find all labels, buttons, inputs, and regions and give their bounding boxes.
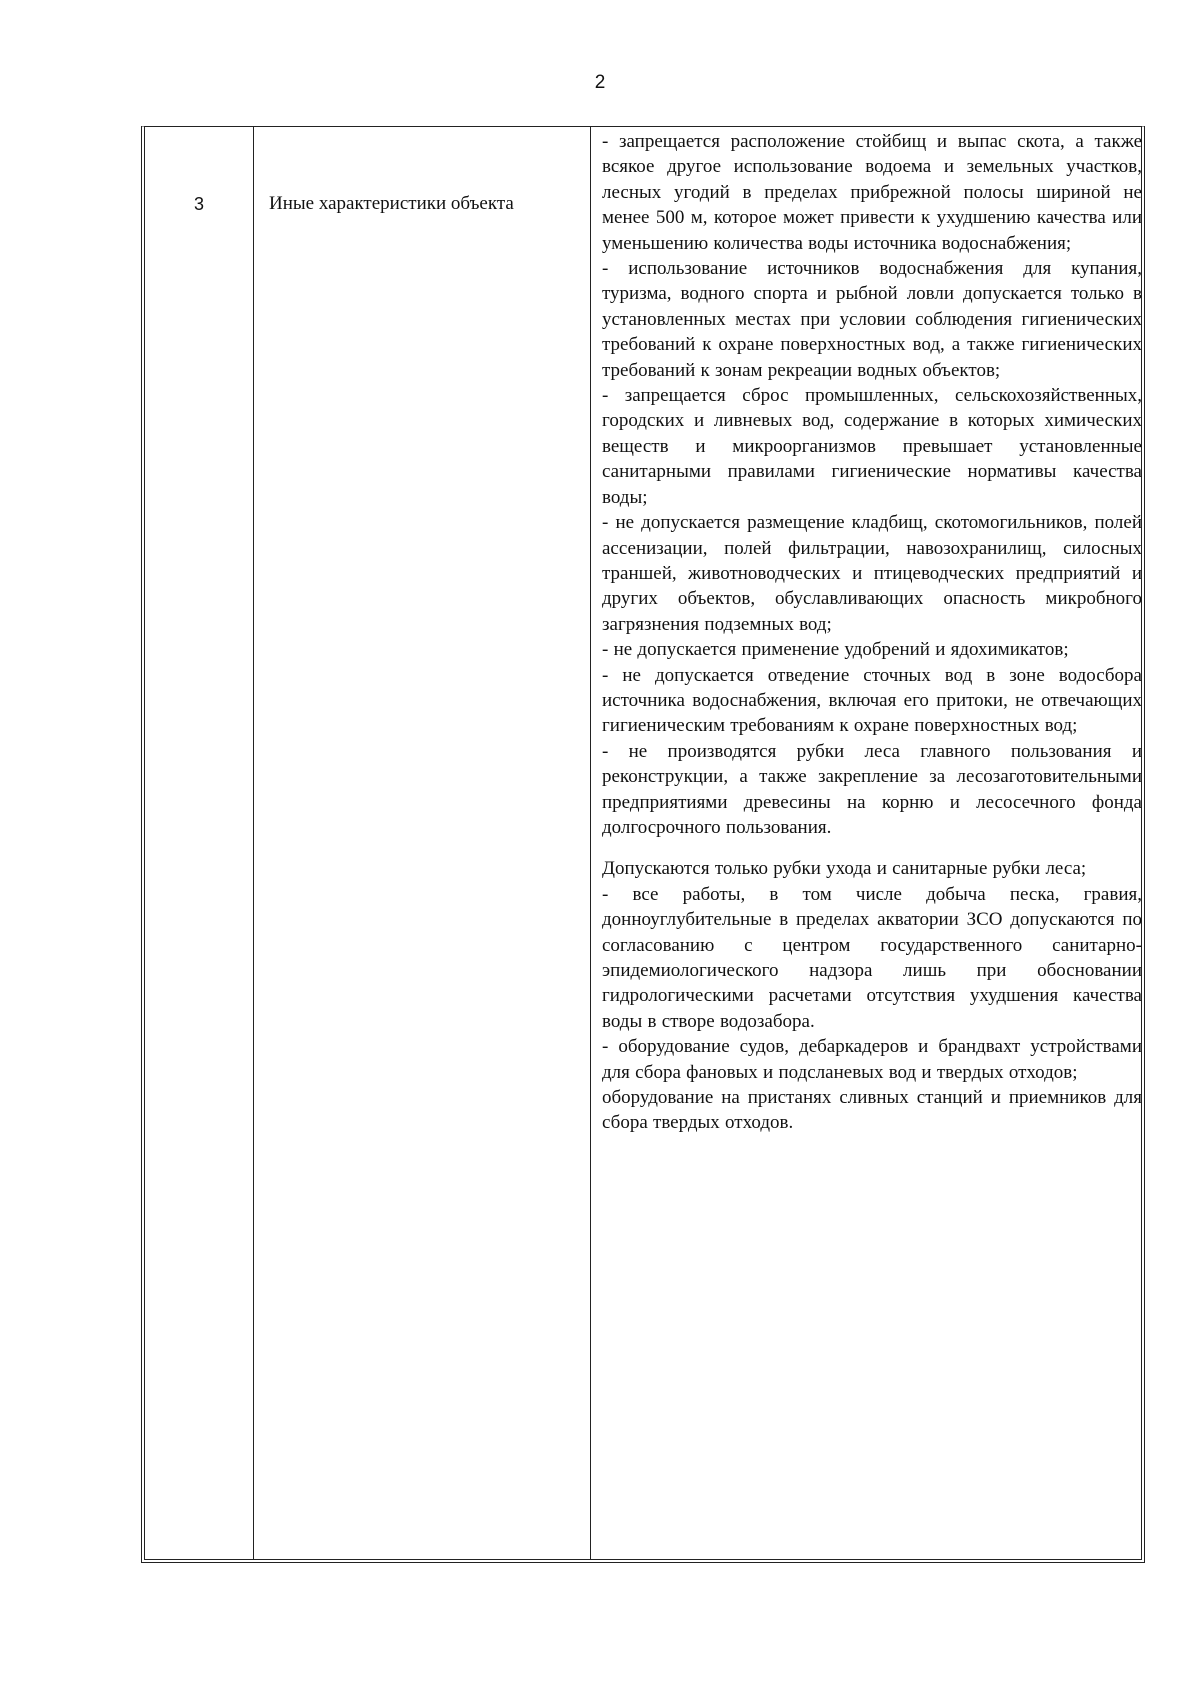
content-paragraph: - не допускается размещение кладбищ, скотомогильников, полей ассенизации, полей фильтрации, навозохранилищ, силосных траншей, животноводческих и птицеводческих предприятий и других объектов, обуславливающих опасность микробного загрязнения подземных вод; <box>602 512 1142 635</box>
row-number-cell: 3 <box>193 194 204 214</box>
content-paragraph: - все работы, в том числе добыча песка, гравия, донноуглубительные в пределах акватории ЗСО допускаются по согласованию с центром государственного санитарно-эпидемиологического надзора лишь при обосновании гидрологическими расчетами отсутствия ухудшения качества воды в створе водозабора. <box>602 883 1142 1032</box>
content-paragraph: - запрещается сброс промышленных, сельскохозяйственных, городских и ливневых вод, содержание в которых химических веществ и микроорганизмов превышает установленные санитарными правилами гигиенические нормативы качества воды; <box>602 385 1142 508</box>
content-paragraph: - оборудование судов, дебаркадеров и брандвахт устройствами для сбора фановых и подсланевых вод и твердых отходов; <box>602 1036 1142 1083</box>
row-name-cell: Иные характеристики объекта <box>269 193 514 214</box>
content-paragraph: оборудование на пристанях сливных станций и приемников для сбора твердых отходов. <box>602 1087 1142 1134</box>
content-paragraph: - запрещается расположение стойбищ и выпас скота, а также всякое другое использование водоема и земельных участков, лесных угодий в пределах прибрежной полосы шириной не менее 500 м, которое может привести к ухудшению качества или уменьшению количества воды источника водоснабжения; <box>602 131 1142 254</box>
content-paragraph: Допускаются только рубки ухода и санитарные рубки леса; <box>602 858 1087 880</box>
content-paragraph: - не производятся рубки леса главного пользования и реконструкции, а также закрепление за лесозаготовительными предприятиями древесины на корню и лесосечного фонда долгосрочного пользования. <box>602 740 1142 838</box>
row-content-cell <box>602 129 1142 1136</box>
content-paragraph: - не допускается применение удобрений и ядохимикатов; <box>602 639 1069 661</box>
page-number: 2 <box>594 72 606 93</box>
content-paragraph: - использование источников водоснабжения для купания, туризма, водного спорта и рыбной ловли допускается только в установленных местах при условии соблюдения гигиенических требований к охране поверхностных вод, а также гигиенических требований к зонам рекреации водных объектов; <box>602 258 1142 381</box>
characteristics-table <box>141 126 1145 1563</box>
column-divider-2 <box>590 127 591 1559</box>
content-paragraph: - не допускается отведение сточных вод в зоне водосбора источника водоснабжения, включая его притоки, не отвечающих гигиеническим требованиям к охране поверхностных вод; <box>602 664 1142 737</box>
column-divider-1 <box>253 127 254 1559</box>
